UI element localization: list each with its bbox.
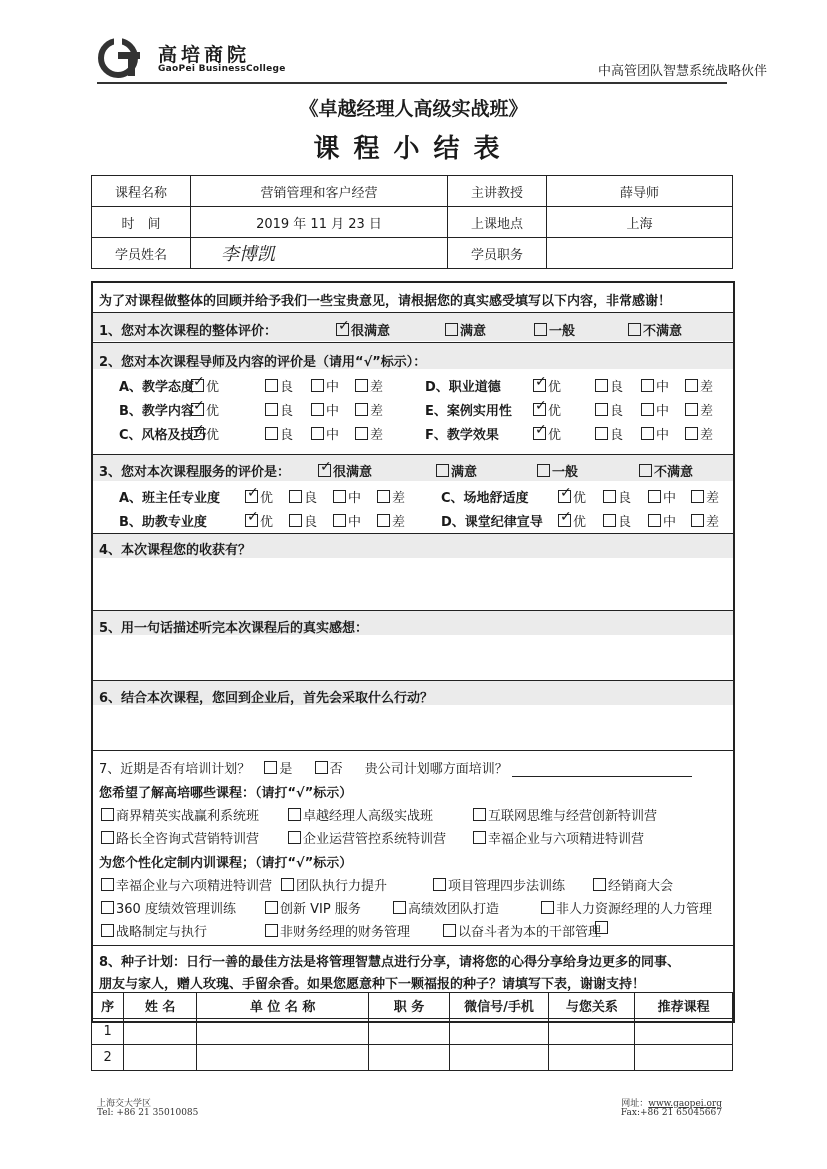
time-value: 2019 年 11 月 23 日	[191, 207, 448, 238]
custom-course-option[interactable]: 高绩效团队打造	[393, 898, 499, 917]
q2-grade-option[interactable]: 中	[641, 424, 669, 443]
q2-item-label: B、教学内容	[119, 404, 194, 419]
q1-option-average[interactable]: 一般	[534, 320, 575, 339]
checkbox-icon[interactable]	[393, 901, 406, 914]
q2-grade-option[interactable]: ✓ 优	[533, 376, 561, 395]
referral-row-number: 1	[92, 1019, 124, 1045]
course-info-table	[91, 175, 733, 269]
q3-grade-option[interactable]: 中	[333, 511, 361, 530]
course-name-label: 课程名称	[92, 176, 191, 207]
feedback-form	[91, 281, 735, 1023]
checkbox-icon[interactable]	[603, 514, 616, 527]
referral-row	[92, 1045, 733, 1071]
checkbox-checked-icon[interactable]	[191, 403, 204, 416]
document-title: 《卓越经理人高级实战班》	[299, 98, 528, 120]
checkbox-checked-icon[interactable]	[558, 514, 571, 527]
q1-option-very-satisfied[interactable]: ✓ 很满意	[336, 320, 390, 339]
student-position-value[interactable]	[547, 238, 733, 269]
checkbox-icon[interactable]	[264, 761, 277, 774]
q2-grade-option[interactable]: 良	[265, 400, 293, 419]
q2-grade-option[interactable]: 良	[265, 424, 293, 443]
checkbox-icon[interactable]	[311, 403, 324, 416]
referral-input-cell[interactable]	[369, 1045, 449, 1071]
lecturer-label: 主讲教授	[448, 176, 547, 207]
checkbox-icon[interactable]	[355, 403, 368, 416]
q7-custom-label: 为您个性化定制内训课程；（请打“√”标示）	[99, 856, 353, 871]
course-option[interactable]: 企业运营管控系统特训营	[288, 828, 446, 847]
custom-course-option[interactable]: 360 度绩效管理训练	[101, 898, 236, 917]
checkbox-checked-icon[interactable]	[533, 427, 546, 440]
q3-grade-option[interactable]: 差	[377, 511, 405, 530]
q2-item-label: A、教学态度	[119, 380, 195, 395]
referral-input-cell[interactable]	[449, 1019, 549, 1045]
q3-grade-option[interactable]: 良	[289, 487, 317, 506]
referral-row-number: 2	[92, 1045, 124, 1071]
q2-item-label: C、风格及技巧	[119, 428, 207, 443]
checkbox-icon[interactable]	[436, 464, 449, 477]
q3-item-label: D、课堂纪律宣导	[441, 515, 543, 530]
brand-name-cn: 高培商院	[158, 44, 251, 66]
checkbox-checked-icon[interactable]	[533, 379, 546, 392]
checkbox-icon[interactable]	[595, 403, 608, 416]
q3-grade-option[interactable]: 差	[691, 487, 719, 506]
checkbox-icon[interactable]	[691, 490, 704, 503]
checkbox-icon[interactable]	[333, 514, 346, 527]
checkbox-icon[interactable]	[595, 427, 608, 440]
q3-grade-option[interactable]: 良	[289, 511, 317, 530]
checkbox-icon[interactable]	[541, 901, 554, 914]
checkbox-icon[interactable]	[265, 379, 278, 392]
custom-course-option[interactable]: 项目管理四步法训练	[433, 875, 565, 894]
q2-grade-option[interactable]: 良	[595, 400, 623, 419]
checkbox-icon[interactable]	[641, 403, 654, 416]
checkbox-icon[interactable]	[355, 427, 368, 440]
document-subtitle: 课程小结表	[313, 134, 514, 164]
referral-input-cell[interactable]	[635, 1045, 733, 1071]
q3-grade-option[interactable]: 良	[603, 487, 631, 506]
checkbox-icon[interactable]	[473, 831, 486, 844]
course-option[interactable]: 商界精英实战赢利系统班	[101, 805, 259, 824]
plan-yes[interactable]: 是	[264, 762, 292, 777]
footer-web: 网址：www.gaopei.org	[621, 1099, 722, 1109]
footer-address: 上海交大学区	[97, 1099, 152, 1109]
checkbox-icon[interactable]	[265, 403, 278, 416]
tagline: 中高管团队智慧系统战略伙伴	[597, 64, 767, 79]
referral-row	[92, 1019, 733, 1045]
footer-fax: Fax:+86 21 65045667	[620, 1108, 722, 1118]
intro-text: 为了对课程做整体的回顾并给予我们一些宝贵意见，请根据您的真实感受填写以下内容，非常感谢！	[99, 294, 672, 309]
checkbox-icon[interactable]	[685, 379, 698, 392]
referral-input-cell[interactable]	[124, 1045, 197, 1071]
checkbox-icon[interactable]	[537, 464, 550, 477]
checkbox-icon[interactable]	[534, 323, 547, 336]
checkbox-checked-icon[interactable]	[533, 403, 546, 416]
checkbox-checked-icon[interactable]	[191, 379, 204, 392]
checkbox-icon[interactable]	[433, 878, 446, 891]
place-value: 上海	[547, 207, 733, 238]
q3-item-label: A、班主任专业度	[119, 491, 221, 506]
q2-grade-option[interactable]: 良	[265, 376, 293, 395]
referral-header-cell: 姓 名	[124, 993, 197, 1019]
checkbox-checked-icon[interactable]	[318, 464, 331, 477]
q2-grade-option[interactable]: 中	[641, 400, 669, 419]
checkbox-icon[interactable]	[691, 514, 704, 527]
q2-item-label: F、教学效果	[425, 428, 499, 443]
checkbox-icon[interactable]	[288, 831, 301, 844]
student-position-label: 学员职务	[448, 238, 547, 269]
checkbox-icon[interactable]	[265, 901, 278, 914]
custom-course-option[interactable]: 以奋斗者为本的干部管理	[443, 921, 601, 940]
referral-input-cell[interactable]	[124, 1019, 197, 1045]
checkbox-icon[interactable]	[101, 924, 114, 937]
checkbox-checked-icon[interactable]	[336, 323, 349, 336]
q3-item-label: B、助教专业度	[119, 515, 207, 530]
checkbox-icon[interactable]	[315, 761, 328, 774]
checkbox-checked-icon[interactable]	[558, 490, 571, 503]
student-signature: 李博凯	[191, 238, 448, 269]
q3-label: 3、您对本次课程服务的评价是：	[99, 465, 291, 480]
q4-label: 4、本次课程您的收获有？	[99, 543, 252, 558]
referral-input-cell[interactable]	[369, 1019, 449, 1045]
q3-grade-option[interactable]: 中	[648, 511, 676, 530]
gaopei-logo	[98, 38, 148, 78]
checkbox-icon[interactable]	[377, 490, 390, 503]
checkbox-icon[interactable]	[473, 808, 486, 821]
referral-header-cell: 序	[92, 993, 124, 1019]
q2-grade-option[interactable]: 中	[311, 376, 339, 395]
course-name-value: 营销管理和客户经营	[191, 176, 448, 207]
place-label: 上课地点	[448, 207, 547, 238]
q3-grade-option[interactable]: 差	[377, 487, 405, 506]
checkbox-icon[interactable]	[281, 878, 294, 891]
checkbox-icon[interactable]	[685, 427, 698, 440]
q3-grade-option[interactable]: ✓ 优	[558, 511, 586, 530]
checkbox-icon[interactable]	[641, 427, 654, 440]
checkbox-icon[interactable]	[641, 379, 654, 392]
q3-grade-option[interactable]: 良	[603, 511, 631, 530]
referral-input-cell[interactable]	[196, 1019, 368, 1045]
checkbox-icon[interactable]	[628, 323, 641, 336]
checkbox-icon[interactable]	[288, 808, 301, 821]
q2-grade-option[interactable]: 差	[685, 424, 713, 443]
referral-table	[91, 992, 733, 1071]
custom-course-option[interactable]: 战略制定与执行	[101, 921, 207, 940]
custom-course-other[interactable]	[595, 921, 610, 937]
referral-input-cell[interactable]	[635, 1019, 733, 1045]
q3-option-average[interactable]: 一般	[537, 461, 578, 480]
q3-option-very-satisfied[interactable]: ✓ 很满意	[318, 461, 372, 480]
checkbox-icon[interactable]	[289, 490, 302, 503]
q2-grade-option[interactable]: 良	[595, 424, 623, 443]
q2-grade-option[interactable]: 差	[685, 400, 713, 419]
checkbox-icon[interactable]	[101, 878, 114, 891]
course-option[interactable]: 卓越经理人高级实战班	[288, 805, 433, 824]
brand-name-en: GaoPei BusinessCollege	[158, 64, 286, 74]
q5-label: 5、用一句话描述听完本次课程后的真实感想：	[99, 621, 369, 636]
student-name-label: 学员姓名	[92, 238, 191, 269]
q2-item-label: E、案例实用性	[425, 404, 512, 419]
q1-option-dissatisfied[interactable]: 不满意	[628, 320, 682, 339]
header-divider	[97, 82, 727, 84]
checkbox-icon[interactable]	[311, 427, 324, 440]
q2-label: 2、您对本次课程导师及内容的评价是（请用“√”标示）：	[99, 355, 427, 370]
q3-grade-option[interactable]: 中	[648, 487, 676, 506]
q2-grade-option[interactable]: ✓ 优	[191, 424, 219, 443]
checkbox-icon[interactable]	[101, 831, 114, 844]
checkbox-checked-icon[interactable]	[191, 427, 204, 440]
q3-option-satisfied[interactable]: 满意	[436, 461, 477, 480]
plan-area-input[interactable]	[512, 764, 692, 777]
checkbox-icon[interactable]	[593, 878, 606, 891]
q2-grade-option[interactable]: 中	[311, 424, 339, 443]
referral-input-cell[interactable]	[196, 1045, 368, 1071]
checkbox-icon[interactable]	[648, 490, 661, 503]
q1-option-satisfied[interactable]: 满意	[445, 320, 486, 339]
q3-grade-option[interactable]: ✓ 优	[245, 511, 273, 530]
q2-grade-option[interactable]: 差	[355, 400, 383, 419]
custom-course-option[interactable]: 幸福企业与六项精进特训营	[101, 875, 272, 894]
q3-option-dissatisfied[interactable]: 不满意	[639, 461, 693, 480]
q6-label: 6、结合本次课程，您回到企业后，首先会采取什么行动？	[99, 691, 434, 706]
custom-course-option[interactable]: 非财务经理的财务管理	[265, 921, 410, 940]
q2-item-label: D、职业道德	[425, 380, 501, 395]
q2-grade-option[interactable]: ✓ 优	[191, 376, 219, 395]
q2-grade-option[interactable]: 差	[355, 424, 383, 443]
referral-input-cell[interactable]	[549, 1019, 635, 1045]
checkbox-checked-icon[interactable]	[245, 490, 258, 503]
q3-grade-option[interactable]: ✓ 优	[558, 487, 586, 506]
checkbox-icon[interactable]	[603, 490, 616, 503]
q2-grade-option[interactable]: 中	[641, 376, 669, 395]
checkbox-checked-icon[interactable]	[245, 514, 258, 527]
q2-grade-option[interactable]: ✓ 优	[191, 400, 219, 419]
q7-plan-row: 7、近期是否有培训计划？ 是 否 贵公司计划哪方面培训？	[99, 758, 692, 777]
course-option[interactable]: 路长全咨询式营销特训营	[101, 828, 259, 847]
checkbox-icon[interactable]	[595, 921, 608, 934]
checkbox-icon[interactable]	[333, 490, 346, 503]
checkbox-icon[interactable]	[265, 427, 278, 440]
checkbox-icon[interactable]	[377, 514, 390, 527]
time-label: 时 间	[92, 207, 191, 238]
custom-course-option[interactable]: 创新 VIP 服务	[265, 898, 361, 917]
q3-grade-option[interactable]: 差	[691, 511, 719, 530]
course-option[interactable]: 互联网思维与经营创新特训营	[473, 805, 657, 824]
q2-grade-option[interactable]: 差	[355, 376, 383, 395]
checkbox-icon[interactable]	[265, 924, 278, 937]
q3-grade-option[interactable]: 中	[333, 487, 361, 506]
referral-header-cell: 职 务	[369, 993, 449, 1019]
plan-no[interactable]: 否	[315, 762, 343, 777]
q8-line2: 朋友与家人，赠人玫瑰、手留余香。如果您愿意种下一颗福报的种子？请填写下表，谢谢支持！	[99, 977, 646, 992]
custom-course-option[interactable]: 非人力资源经理的人力管理	[541, 898, 712, 917]
custom-course-option[interactable]: 经销商大会	[593, 875, 673, 894]
checkbox-icon[interactable]	[101, 901, 114, 914]
q2-grade-option[interactable]: 中	[311, 400, 339, 419]
lecturer-value: 薛导师	[547, 176, 733, 207]
referral-header-cell: 单 位 名 称	[196, 993, 368, 1019]
footer-tel: Tel: +86 21 35010085	[97, 1108, 199, 1118]
checkbox-icon[interactable]	[685, 403, 698, 416]
q3-grade-option[interactable]: ✓ 优	[245, 487, 273, 506]
referral-header-cell: 微信号/手机	[449, 993, 549, 1019]
checkbox-icon[interactable]	[443, 924, 456, 937]
q2-grade-option[interactable]: 差	[685, 376, 713, 395]
checkbox-icon[interactable]	[445, 323, 458, 336]
referral-input-cell[interactable]	[449, 1045, 549, 1071]
checkbox-icon[interactable]	[355, 379, 368, 392]
custom-course-option[interactable]: 团队执行力提升	[281, 875, 387, 894]
q2-grade-option[interactable]: ✓ 优	[533, 424, 561, 443]
referral-header-cell: 与您关系	[549, 993, 635, 1019]
checkbox-icon[interactable]	[639, 464, 652, 477]
checkbox-icon[interactable]	[311, 379, 324, 392]
q3-item-label: C、场地舒适度	[441, 491, 529, 506]
checkbox-icon[interactable]	[289, 514, 302, 527]
referral-header-cell: 推荐课程	[635, 993, 733, 1019]
checkbox-icon[interactable]	[595, 379, 608, 392]
q2-grade-option[interactable]: 良	[595, 376, 623, 395]
q7-want-label: 您希望了解高培哪些课程：（请打“√”标示）	[99, 786, 353, 801]
q2-grade-option[interactable]: ✓ 优	[533, 400, 561, 419]
checkbox-icon[interactable]	[648, 514, 661, 527]
q1-label: 1、您对本次课程的整体评价：	[99, 324, 278, 339]
checkbox-icon[interactable]	[101, 808, 114, 821]
q8-line1: 8、种子计划：日行一善的最佳方法是将管理智慧点进行分享，请将您的心得分享给身边更多的同事、	[99, 955, 681, 970]
course-option[interactable]: 幸福企业与六项精进特训营	[473, 828, 644, 847]
referral-input-cell[interactable]	[549, 1045, 635, 1071]
